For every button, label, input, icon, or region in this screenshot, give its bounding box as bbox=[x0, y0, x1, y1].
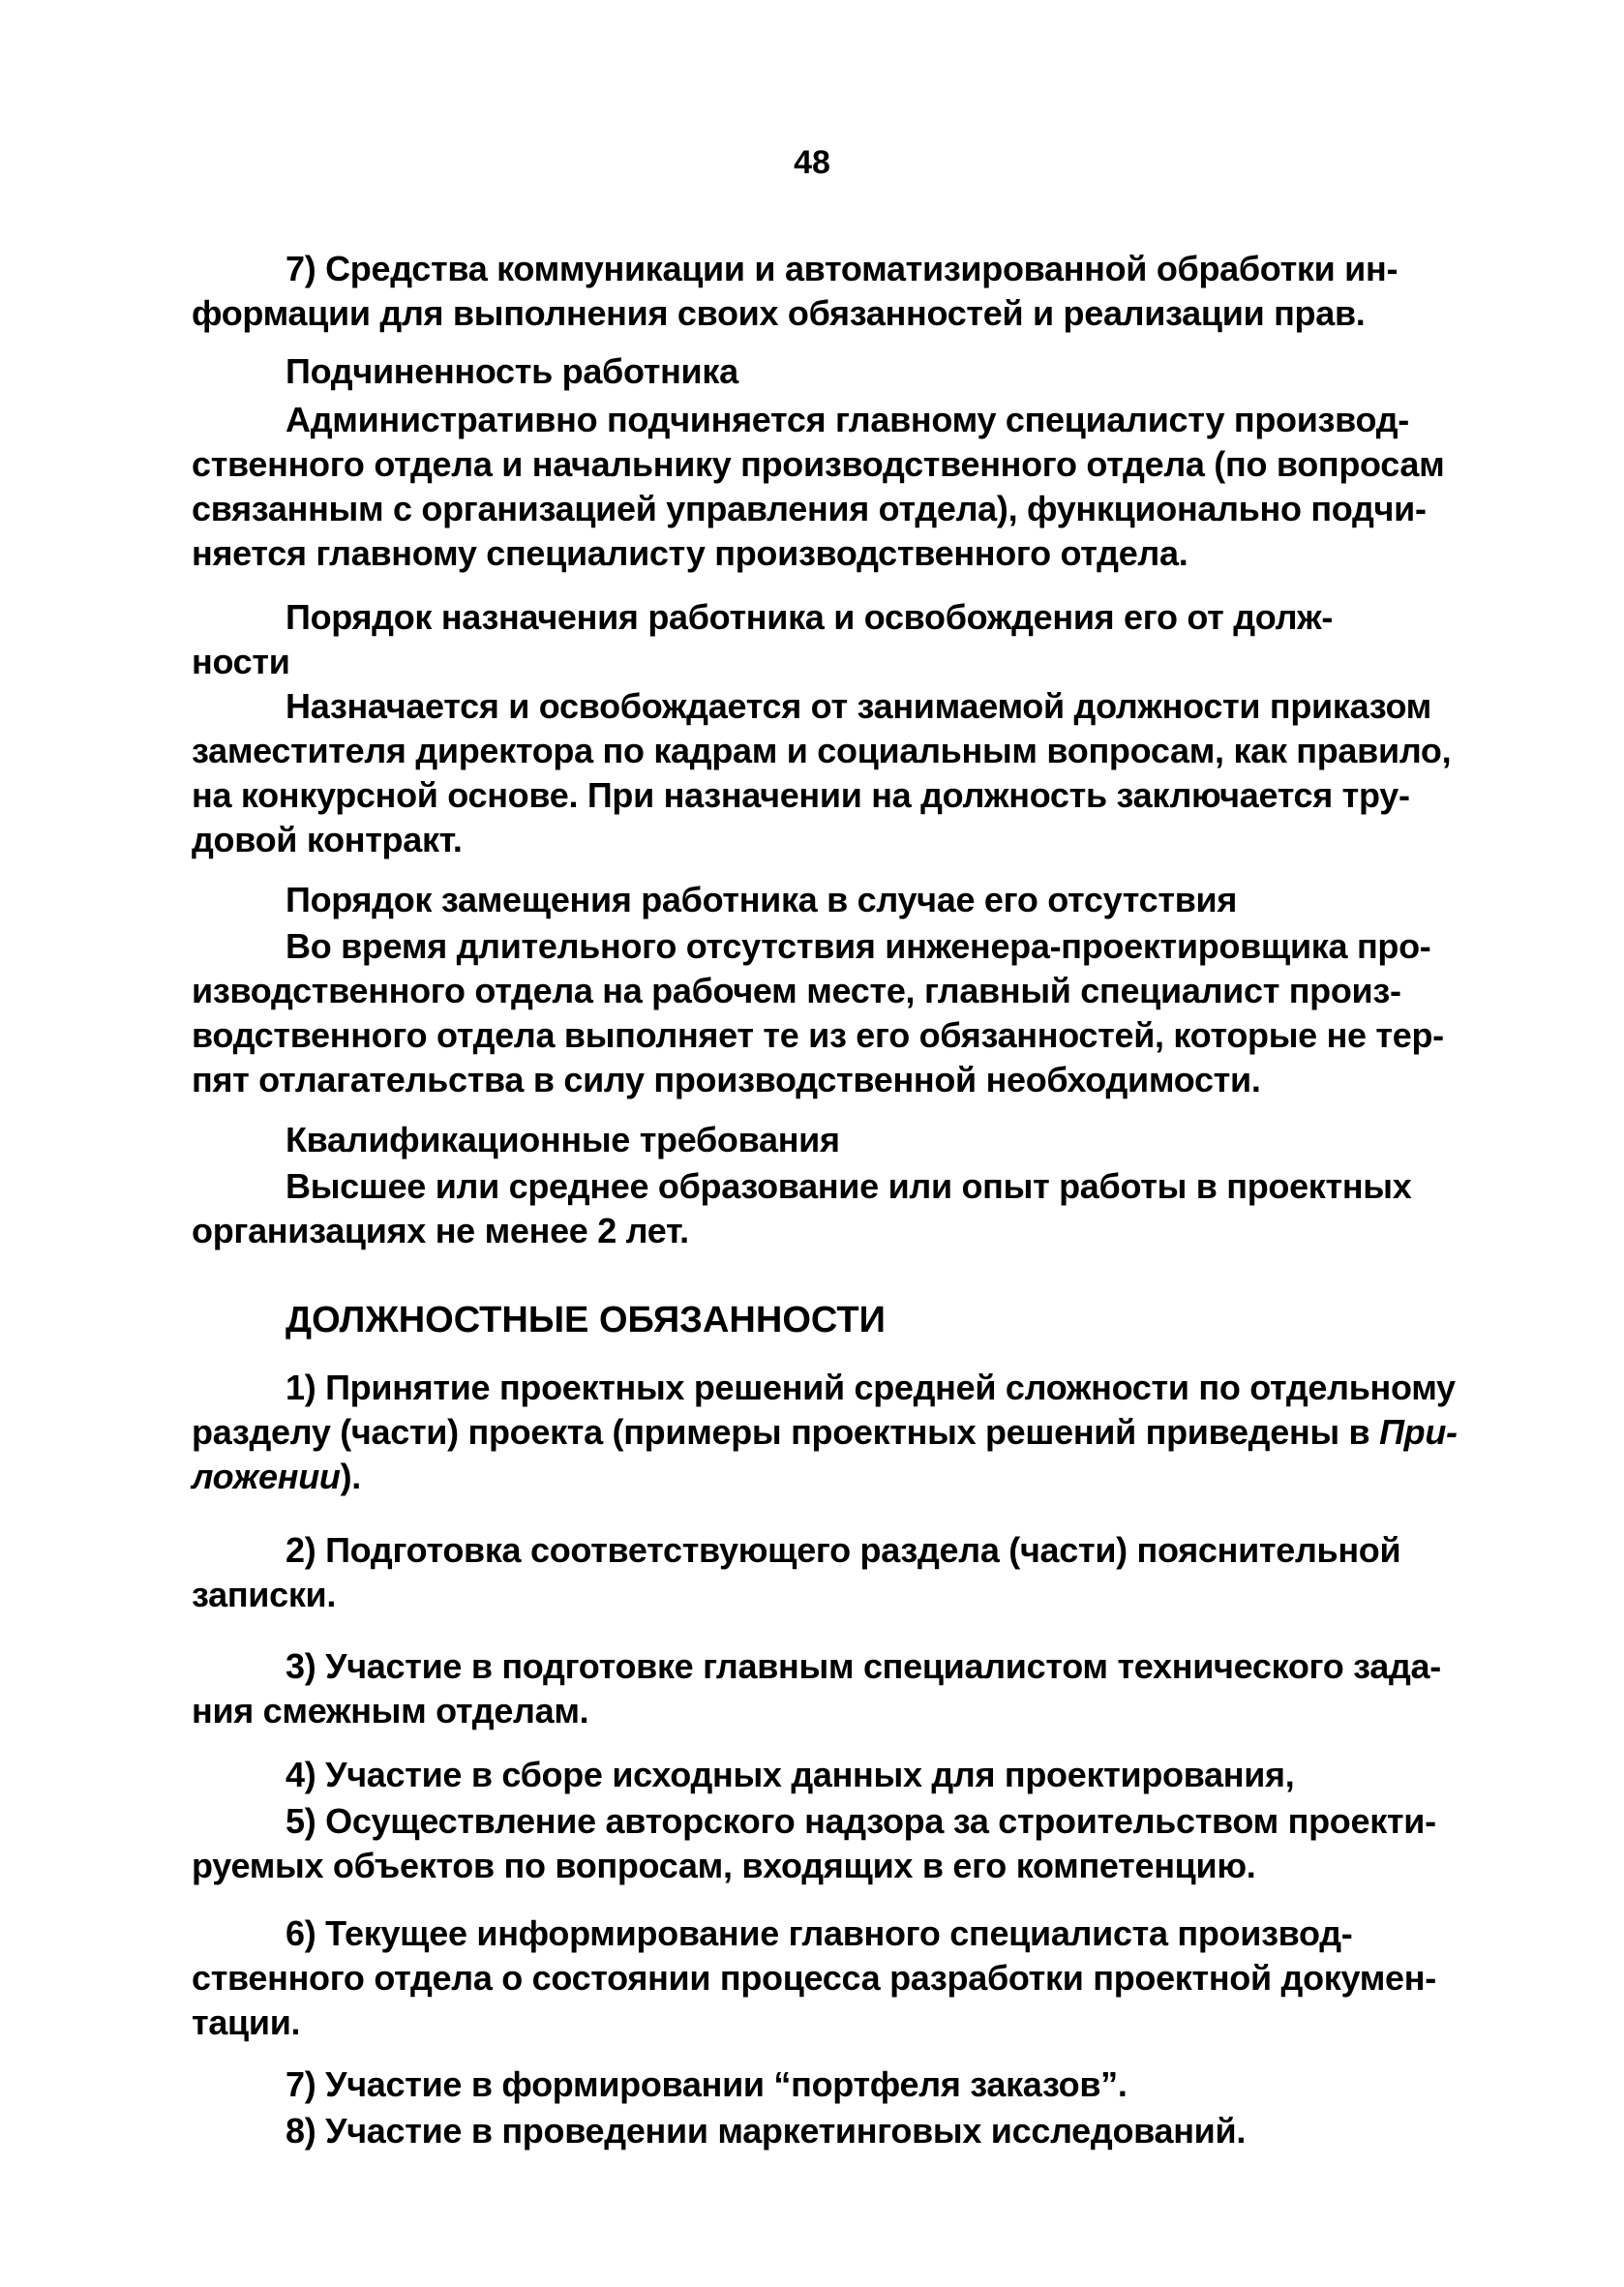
rights-item-7-line-2: формации для выполнения своих обязанностей и реализации прав. bbox=[192, 293, 1366, 333]
duty-item-8: 8) Участие в проведении маркетинговых исследований. bbox=[286, 2111, 1247, 2151]
appointment-line-4: довой контракт. bbox=[192, 820, 463, 859]
appointment-heading-line-2: ности bbox=[192, 642, 290, 681]
appointment-line-2: заместителя директора по кадрам и социальным вопросам, как правило, bbox=[192, 731, 1452, 770]
subordination-line-2: ственного отдела и начальнику производственного отдела (по вопросам bbox=[192, 444, 1445, 484]
duty-item-4: 4) Участие в сборе исходных данных для проектирования, bbox=[286, 1755, 1295, 1794]
substitution-line-2: изводственного отдела на рабочем месте, главный специалист произ- bbox=[192, 971, 1401, 1010]
substitution-line-3: водственного отдела выполняет те из его обязанностей, которые не тер- bbox=[192, 1015, 1444, 1055]
duty-item-6-line-1: 6) Текущее информирование главного специалиста производ- bbox=[286, 1913, 1353, 1953]
duty-item-1-line-3 bbox=[192, 1456, 1479, 1498]
appointment-line-3: на конкурсной основе. При назначении на должность заключается тру- bbox=[192, 775, 1410, 815]
duty-item-1-line-1: 1) Принятие проектных решений средней сложности по отдельному bbox=[286, 1368, 1456, 1407]
substitution-line-1: Во время длительного отсутствия инженера-проектировщика про- bbox=[286, 926, 1431, 966]
duty-item-1-line-2-text: разделу (части) проекта (примеры проектных решений приведены в bbox=[192, 1412, 1380, 1452]
duty-item-5-line-2: руемых объектов по вопросам, входящих в его компетенцию. bbox=[192, 1846, 1256, 1885]
qualification-line-1: Высшее или среднее образование или опыт работы в проектных bbox=[286, 1166, 1412, 1206]
duty-item-1-line-2-italic: При- bbox=[1379, 1412, 1458, 1452]
appointment-heading-line-1: Порядок назначения работника и освобождения его от долж- bbox=[286, 597, 1334, 637]
duty-item-3-line-2: ния смежным отделам. bbox=[192, 1691, 589, 1730]
rights-item-7-line-1: 7) Средства коммуникации и автоматизированной обработки ин- bbox=[286, 249, 1398, 288]
duty-item-1-line-3-text: ). bbox=[340, 1457, 361, 1496]
substitution-line-4: пят отлагательства в силу производственной необходимости. bbox=[192, 1060, 1261, 1099]
duty-item-1-line-3-italic: ложении bbox=[192, 1457, 341, 1496]
duty-item-6-line-3: тации. bbox=[192, 2002, 301, 2042]
duty-item-7: 7) Участие в формировании “портфеля заказов”. bbox=[286, 2064, 1128, 2104]
page-number: 48 bbox=[794, 144, 830, 181]
qualification-line-2: организациях не менее 2 лет. bbox=[192, 1211, 689, 1250]
subordination-line-1: Административно подчиняется главному специалисту производ- bbox=[286, 400, 1409, 439]
duty-item-2-line-1: 2) Подготовка соответствующего раздела (части) пояснительной bbox=[286, 1530, 1401, 1570]
duty-item-6-line-2: ственного отдела о состоянии процесса разработки проектной докумен- bbox=[192, 1958, 1436, 1998]
substitution-heading: Порядок замещения работника в случае его отсутствия bbox=[286, 880, 1238, 919]
duty-item-5-line-1: 5) Осуществление авторского надзора за строительством проекти- bbox=[286, 1801, 1436, 1841]
duty-item-2-line-2: записки. bbox=[192, 1575, 337, 1614]
subordination-line-4: няется главному специалисту производственного отдела. bbox=[192, 533, 1188, 573]
duty-item-3-line-1: 3) Участие в подготовке главным специалистом технического зада- bbox=[286, 1646, 1441, 1686]
qualification-heading: Квалификационные требования bbox=[286, 1120, 840, 1159]
duties-title: ДОЛЖНОСТНЫЕ ОБЯЗАННОСТИ bbox=[286, 1300, 886, 1340]
subordination-heading: Подчиненность работника bbox=[286, 351, 738, 391]
subordination-line-3: связанным с организацией управления отдела), функционально подчи- bbox=[192, 489, 1427, 528]
duty-item-1-line-2 bbox=[192, 1411, 1479, 1454]
appointment-line-1: Назначается и освобождается от занимаемой должности приказом bbox=[286, 686, 1431, 726]
